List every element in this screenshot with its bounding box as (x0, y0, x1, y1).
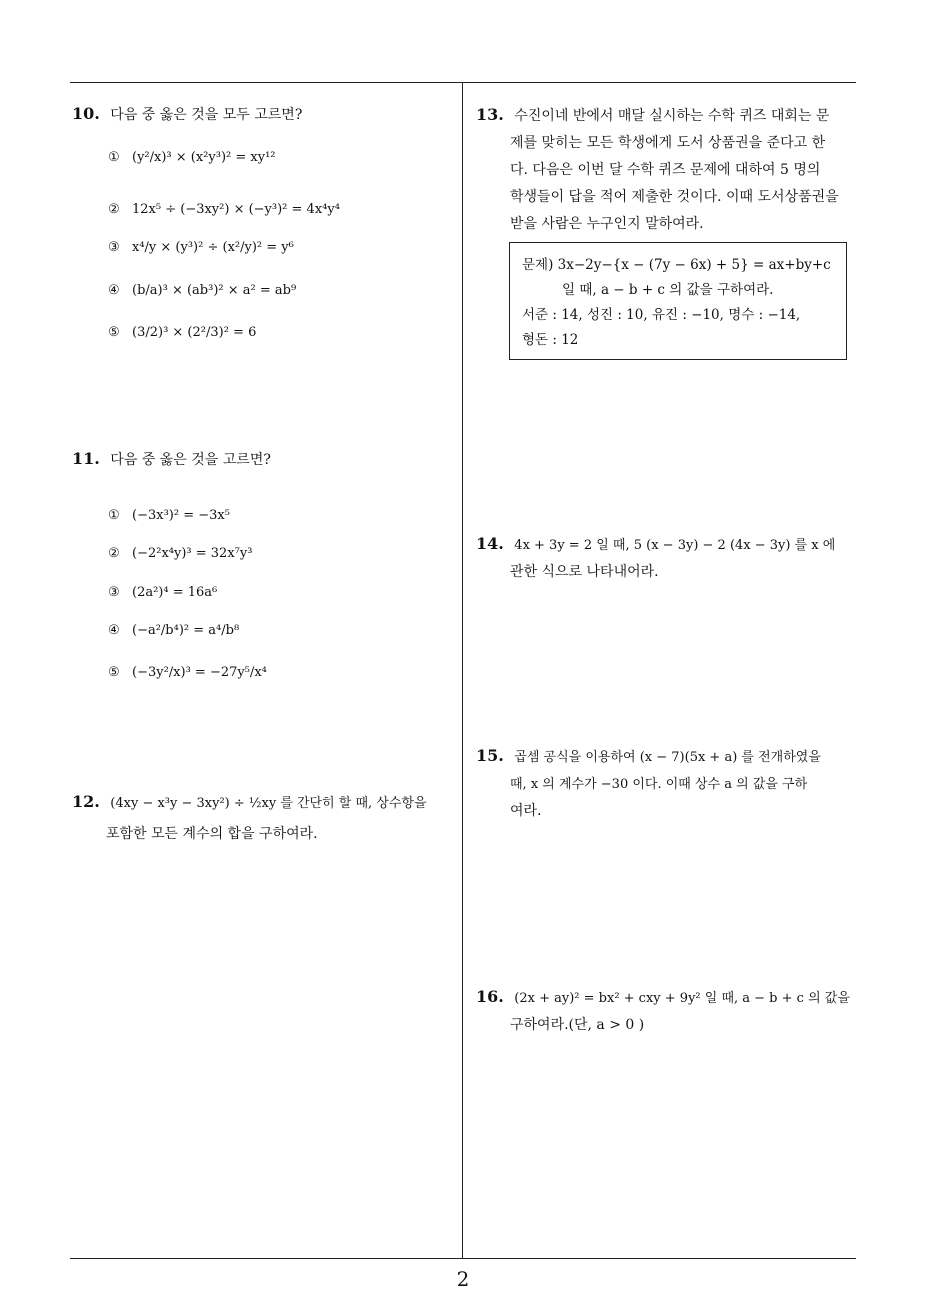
bottom-rule (70, 1258, 856, 1259)
option-mark: ⑤ (108, 665, 120, 680)
question-number: 14. (476, 534, 504, 553)
question-line-1: 수진이네 반에서 매달 실시하는 수학 퀴즈 대회는 문 (514, 108, 830, 124)
question-line-5: 받을 사람은 누구인지 말하여라. (510, 216, 704, 232)
option-5 (108, 665, 267, 680)
option-expr: (−2²x⁴y)³ = 32x⁷y³ (132, 546, 253, 561)
page-number: 2 (456, 1267, 470, 1291)
option-mark: ④ (108, 623, 120, 638)
option-mark: ① (108, 150, 120, 165)
question-number: 16. (476, 987, 504, 1006)
option-2 (108, 202, 340, 217)
question-line-2: 관한 식으로 나타내어라. (510, 564, 659, 580)
option-1 (108, 508, 230, 523)
question-line-1: (2x + ay)² = bx² + cxy + 9y² 일 때, a − b + c 의 값을 (514, 991, 850, 1006)
option-mark: ③ (108, 240, 120, 255)
option-expr: (−3y²/x)³ = −27y⁵/x⁴ (132, 665, 267, 680)
option-mark: ③ (108, 585, 120, 600)
question-number: 10. (72, 104, 100, 123)
question-text: 다음 중 옳은 것을 고르면? (110, 452, 271, 468)
question-line-2: 구하여라.(단, a > 0 ) (510, 1017, 645, 1033)
option-expr: x⁴/y × (y³)² ÷ (x²/y)² = y⁶ (132, 240, 294, 255)
question-12 (72, 790, 457, 846)
question-11 (72, 447, 452, 472)
option-expr: 12x⁵ ÷ (−3xy²) × (−y³)² = 4x⁴y⁴ (132, 202, 340, 217)
option-mark: ④ (108, 283, 120, 298)
question-line-2: 때, x 의 계수가 −30 이다. 이때 상수 a 의 값을 구하 (510, 777, 808, 792)
question-number: 15. (476, 746, 504, 765)
question-line-3: 다. 다음은 이번 달 수학 퀴즈 문제에 대하여 5 명의 (510, 162, 821, 178)
option-expr: (b/a)³ × (ab³)² × a² = ab⁹ (132, 283, 297, 298)
option-expr: (3/2)³ × (2²/3)² = 6 (132, 325, 257, 340)
option-5 (108, 325, 256, 340)
box-line-1: 문제) 3x−2y−{x − (7y − 6x) + 5} = ax+by+c (522, 257, 831, 273)
question-14 (476, 530, 861, 586)
option-expr: (−3x³)² = −3x⁵ (132, 508, 230, 523)
option-expr: (y²/x)³ × (x²y³)² = xy¹² (132, 150, 276, 165)
option-expr: (2a²)⁴ = 16a⁶ (132, 585, 218, 600)
question-line-1: 곱셈 공식을 이용하여 (x − 7)(5x + a) 를 전개하였을 (514, 750, 821, 765)
option-expr: (−a²/b⁴)² = a⁴/b⁸ (132, 623, 240, 638)
question-10 (72, 102, 452, 127)
question-number: 11. (72, 449, 100, 468)
option-mark: ② (108, 202, 120, 217)
question-number: 12. (72, 792, 100, 811)
question-13 (476, 101, 861, 238)
option-3 (108, 585, 217, 600)
question-15 (476, 742, 861, 825)
top-rule (70, 82, 856, 83)
option-mark: ① (108, 508, 120, 523)
option-1 (108, 150, 276, 165)
question-line-2: 제를 맞히는 모든 학생에게 도서 상품권을 준다고 한 (510, 135, 826, 151)
option-4 (108, 283, 296, 298)
option-4 (108, 623, 239, 638)
question-line-1: (4xy − x³y − 3xy²) ÷ ½xy 를 간단히 할 때, 상수항을 (110, 796, 427, 811)
question-text: 다음 중 옳은 것을 모두 고르면? (110, 107, 303, 123)
box-line-3: 서준 : 14, 성진 : 10, 유진 : −10, 명수 : −14, (522, 307, 801, 323)
question-number: 13. (476, 105, 504, 124)
question-line-4: 학생들이 답을 적어 제출한 것이다. 이때 도서상품권을 (510, 189, 839, 205)
question-16 (476, 983, 861, 1039)
column-divider (462, 83, 463, 1259)
option-mark: ⑤ (108, 325, 120, 340)
option-mark: ② (108, 546, 120, 561)
box-line-2: 일 때, a − b + c 의 값을 구하여라. (562, 282, 774, 298)
option-3 (108, 240, 294, 255)
question-line-2: 포함한 모든 계수의 합을 구하여라. (106, 826, 318, 842)
option-2 (108, 546, 252, 561)
question-line-3: 여라. (510, 803, 542, 819)
box-line-4: 형돈 : 12 (522, 332, 579, 348)
question-line-1: 4x + 3y = 2 일 때, 5 (x − 3y) − 2 (4x − 3y) 를 x 에 (514, 538, 836, 553)
problem-box (509, 242, 847, 360)
